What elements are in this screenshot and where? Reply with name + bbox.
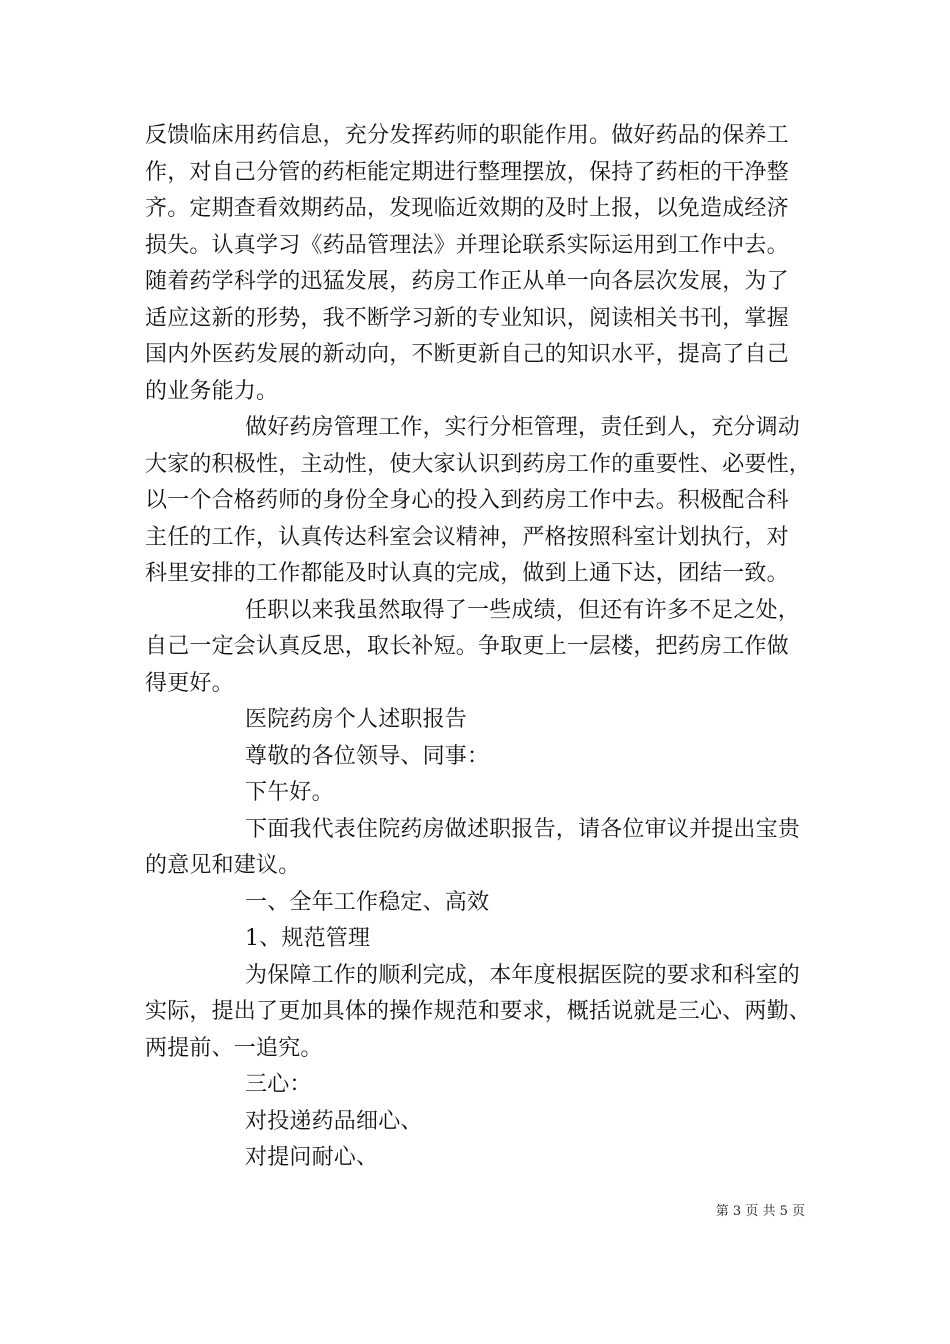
- greeting-line: 下午好。: [245, 780, 334, 805]
- paragraph-start-line: 做好药房管理工作，实行分柜管理，责任到人，充分调动: [245, 415, 801, 440]
- text-line: 以一个合格药师的身份全身心的投入到药房工作中去。积极配合科: [145, 488, 789, 513]
- page-number-footer: 第 3 页 共 5 页: [715, 1204, 805, 1219]
- subsection-heading-line: 1、规范管理: [245, 926, 371, 951]
- text-line: 两提前、一追究。: [145, 1035, 323, 1061]
- document-body: [145, 118, 815, 1177]
- text-line: 自己一定会认真反思，取长补短。争取更上一层楼，把药房工作做: [145, 634, 789, 659]
- text-line: 适应这新的形势，我不断学习新的专业知识，阅读相关书刊，掌握: [145, 305, 789, 331]
- text-line: 的业务能力。: [145, 378, 279, 404]
- paragraph-start-line: 下面我代表住院药房做述职报告，请各位审议并提出宝贵: [245, 816, 801, 842]
- text-line: 反馈临床用药信息，充分发挥药师的职能作用。做好药品的保养工: [145, 123, 789, 148]
- paragraph-start-line: 为保障工作的顺利完成，本年度根据医院的要求和科室的: [245, 962, 801, 988]
- list-heading-line: 三心：: [245, 1072, 312, 1097]
- text-line: 得更好。: [145, 670, 234, 696]
- text-line: 主任的工作，认真传达科室会议精神，严格按照科室计划执行，对: [145, 524, 789, 550]
- text-line: 损失。认真学习《药品管理法》并理论联系实际运用到工作中去。: [145, 232, 789, 258]
- text-line: 的意见和建议。: [145, 853, 301, 878]
- text-line: 国内外医药发展的新动向，不断更新自己的知识水平，提高了自己: [145, 342, 789, 367]
- salutation-line: 尊敬的各位领导、同事：: [245, 743, 490, 769]
- text-line: 实际，提出了更加具体的操作规范和要求，概括说就是三心、两勤、: [145, 999, 812, 1024]
- text-line: 作，对自己分管的药柜能定期进行整理摆放，保持了药柜的干净整: [145, 159, 789, 185]
- paragraph-start-line: 任职以来我虽然取得了一些成绩，但还有许多不足之处，: [245, 597, 801, 623]
- text-line: 齐。定期查看效期药品，发现临近效期的及时上报，以免造成经济: [145, 196, 789, 221]
- text-line: 随着药学科学的迅猛发展，药房工作正从单一向各层次发展，为了: [145, 269, 789, 294]
- list-item-line: 对提问耐心、: [245, 1145, 379, 1170]
- section-heading-line: 一、全年工作稳定、高效: [245, 889, 490, 915]
- list-item-line: 对投递药品细心、: [245, 1108, 423, 1134]
- report-title-line: 医院药房个人述职报告: [245, 707, 468, 732]
- text-line: 大家的积极性，主动性，使大家认识到药房工作的重要性、必要性，: [145, 451, 812, 477]
- text-line: 科里安排的工作都能及时认真的完成，做到上通下达，团结一致。: [145, 561, 789, 586]
